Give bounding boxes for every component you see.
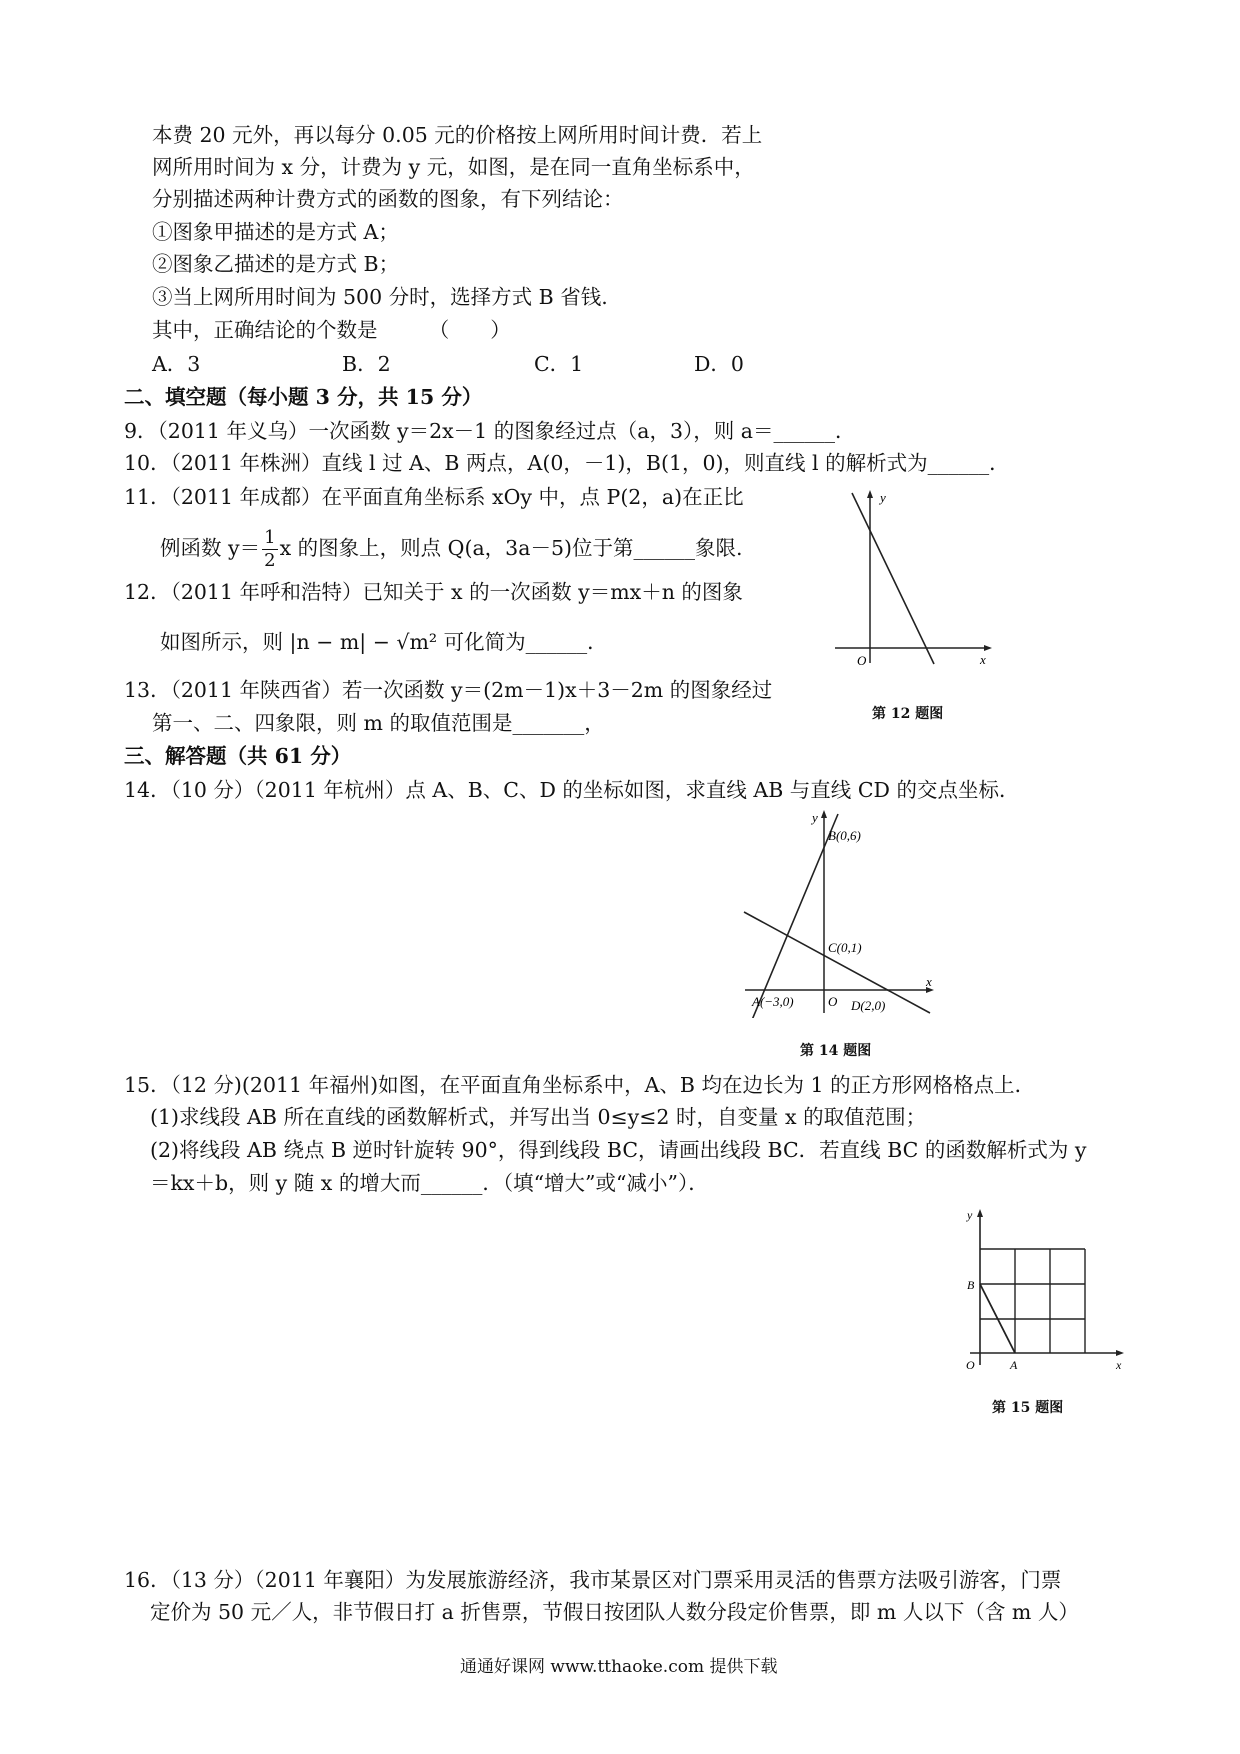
grid <box>980 1249 1085 1353</box>
q13-line2: 第一、二、四象限，则 m 的取值范围是_______， <box>152 711 605 735</box>
x-axis-label: x <box>1116 1358 1122 1372</box>
section-2-heading: 二、填空题（每小题 3 分，共 15 分） <box>124 385 483 409</box>
point-c-label: C(0,1) <box>828 940 862 955</box>
figure-q15-caption: 第 15 题图 <box>992 1400 1064 1416</box>
q13-line1: 13．（2011 年陕西省）若一次函数 y＝(2m－1)x＋3－2m 的图象经过 <box>124 678 773 702</box>
fraction-half <box>262 527 277 572</box>
figure-q12-svg <box>830 488 1000 678</box>
q8-line1: 本费 20 元外，再以每分 0.05 元的价格按上网所用时间计费．若上 <box>152 123 763 147</box>
point-b-label: B(0,6) <box>828 828 861 843</box>
q11-line2 <box>160 527 743 572</box>
line-ab <box>752 814 838 1018</box>
q15-line3: (2)将线段 AB 绕点 B 逆时针旋转 90°，得到线段 BC，请画出线段 BC．若直线 BC 的函数解析式为 y <box>150 1138 1087 1162</box>
point-b-label: B <box>967 1278 975 1292</box>
page-footer: 通通好课网 www.tthaoke.com 提供下载 <box>460 1657 778 1677</box>
section-3-heading: 三、解答题（共 61 分） <box>124 744 352 768</box>
q11-prefix: 例函数 y＝ <box>160 536 261 560</box>
q8-option-c: C．1 <box>534 352 584 376</box>
figure-q15-svg <box>940 1205 1130 1375</box>
q12-line2 <box>160 628 608 656</box>
origin-label: O <box>966 1358 975 1372</box>
q15-line4: ＝kx＋b，则 y 随 x 的增大而______．（填“增大”或“减小”）． <box>150 1171 709 1195</box>
q8-option-b: B．2 <box>342 352 391 376</box>
q12-suffix: 可化简为______． <box>443 630 608 654</box>
q8-option-d: D．0 <box>694 352 744 376</box>
q15-line2: (1)求线段 AB 所在直线的函数解析式，并写出当 0≤y≤2 时，自变量 x 的取值范围； <box>150 1105 927 1129</box>
x-axis-label: x <box>980 652 986 667</box>
q16-line1: 16．（13 分）（2011 年襄阳）为发展旅游经济，我市某景区对门票采用灵活的售票方法吸引游客，门票 <box>124 1568 1062 1592</box>
q14: 14．（10 分）（2011 年杭州）点 A、B、C、D 的坐标如图，求直线 AB 与直线 CD 的交点坐标． <box>124 778 1020 802</box>
figure-q12-caption: 第 12 题图 <box>872 706 944 722</box>
q11-line1: 11．（2011 年成都）在平面直角坐标系 xOy 中，点 P(2，a)在正比 <box>124 485 744 509</box>
figure-q12 <box>830 488 1000 678</box>
y-axis-arrow <box>867 490 873 498</box>
q9: 9．（2011 年义乌）一次函数 y＝2x－1 的图象经过点（a，3），则 a＝______． <box>124 419 856 443</box>
point-d-label: D(2,0) <box>851 998 886 1013</box>
q8-conclusion-1: ①图象甲描述的是方式 A； <box>152 220 399 244</box>
point-a-label: A <box>1010 1358 1018 1372</box>
q12-prefix: 如图所示，则 <box>160 630 283 654</box>
y-axis-label: y <box>967 1208 973 1222</box>
figure-q15 <box>940 1205 1130 1375</box>
q16-line2: 定价为 50 元／人，非节假日打 a 折售票，节假日按团队人数分段定价售票，即 m 人以下（含 m 人） <box>150 1600 1079 1624</box>
figure-q14-svg <box>740 808 940 1018</box>
y-axis-label: y <box>812 810 818 825</box>
q12-expression: |n − m| − √m² <box>289 630 438 654</box>
x-axis-arrow <box>984 645 992 651</box>
q10: 10．（2011 年株洲）直线 l 过 A、B 两点，A(0，－1)，B(1，0)，则直线 l 的解析式为______． <box>124 451 1010 475</box>
q8-option-a: A．3 <box>152 352 201 376</box>
q8-conclusion-2: ②图象乙描述的是方式 B； <box>152 252 400 276</box>
y-axis-arrow <box>977 1209 983 1217</box>
x-axis-label: x <box>926 974 932 989</box>
q12-line1: 12．（2011 年呼和浩特）已知关于 x 的一次函数 y＝mx＋n 的图象 <box>124 580 743 604</box>
function-line <box>852 493 934 664</box>
x-axis-arrow <box>1116 1350 1124 1356</box>
q8-line3: 分别描述两种计费方式的函数的图象，有下列结论： <box>152 187 624 211</box>
origin-label: O <box>828 994 838 1009</box>
fraction-numerator: 1 <box>264 527 276 548</box>
figure-q14 <box>740 808 940 1018</box>
q8-question: 其中，正确结论的个数是 （ ） <box>152 318 511 342</box>
fraction-denominator: 2 <box>264 550 276 571</box>
q8-line2: 网所用时间为 x 分，计费为 y 元，如图，是在同一直角坐标系中， <box>152 155 755 179</box>
q8-conclusion-3: ③当上网所用时间为 500 分时，选择方式 B 省钱. <box>152 285 608 309</box>
point-a-label: A(−3,0) <box>752 994 794 1009</box>
q11-suffix: x 的图象上，则点 Q(a，3a－5)位于第______象限. <box>279 536 743 560</box>
origin-label: O <box>857 653 867 668</box>
figure-q14-caption: 第 14 题图 <box>800 1043 872 1059</box>
y-axis-arrow <box>821 810 827 818</box>
q15-line1: 15．（12 分)(2011 年福州)如图，在平面直角坐标系中，A、B 均在边长为 1 的正方形网格格点上． <box>124 1073 1036 1097</box>
y-axis-label: y <box>880 490 886 505</box>
